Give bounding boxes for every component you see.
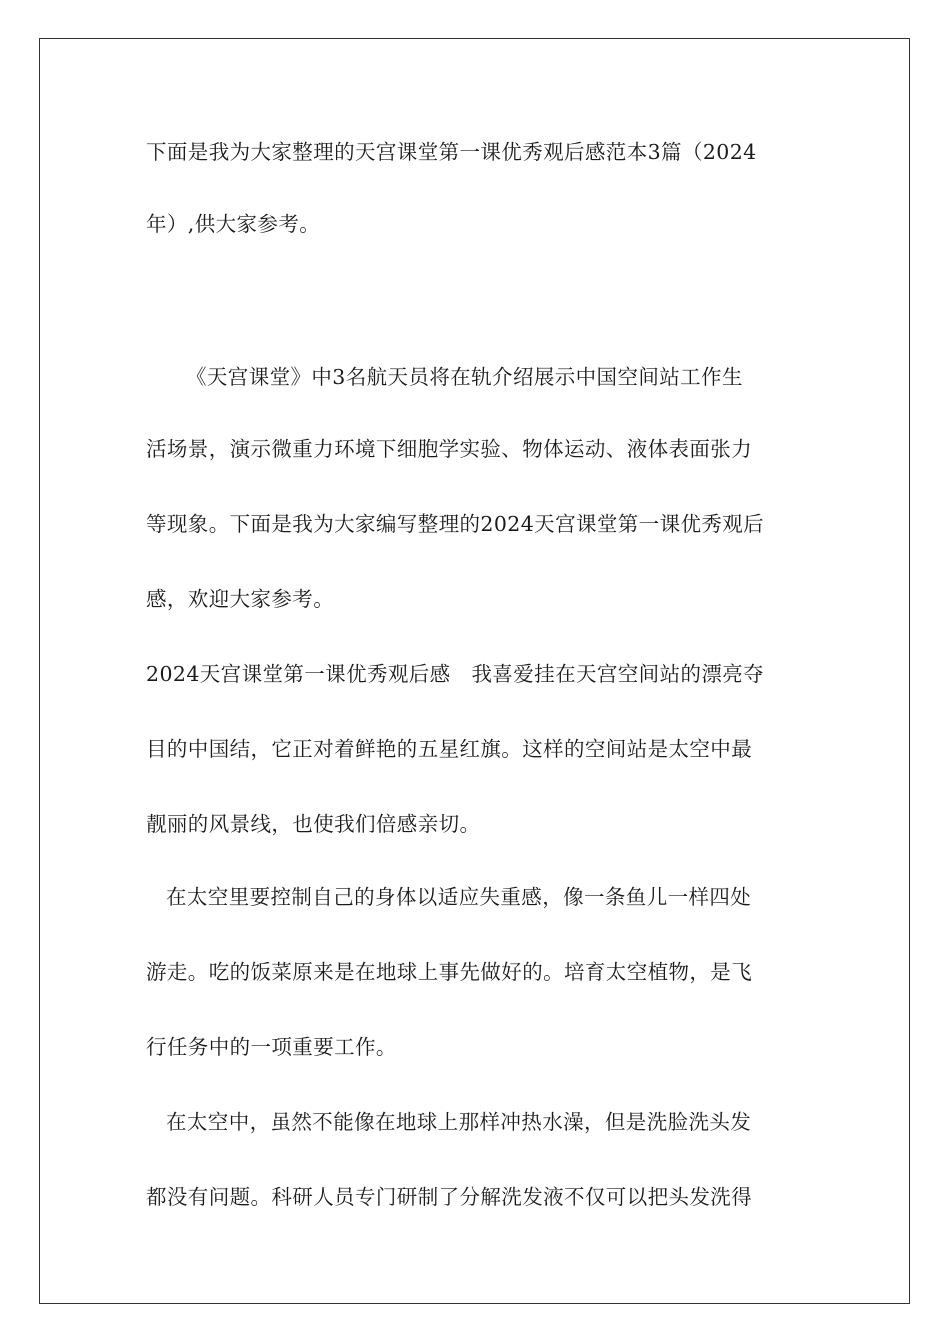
paragraph-3-line-3: 行任务中的一项重要工作。 xyxy=(146,1035,397,1059)
paragraph-4-line-1: 在太空中，虽然不能像在地球上那样冲热水澡，但是洗脸洗头发 xyxy=(166,1110,752,1134)
paragraph-2-line-3: 靓丽的风景线，也使我们倍感亲切。 xyxy=(146,812,481,836)
essay-title-line: 2024天宫课堂第一课优秀观后感 我喜爱挂在天宫空间站的漂亮夺 xyxy=(146,662,765,686)
paragraph-1-line-1: 《天宫课堂》中3名航天员将在轨介绍展示中国空间站工作生 xyxy=(186,365,743,389)
paragraph-1-line-2: 活场景，演示微重力环境下细胞学实验、物体运动、液体表面张力 xyxy=(146,437,753,461)
paragraph-3-line-2: 游走。吃的饭菜原来是在地球上事先做好的。培育太空植物，是飞 xyxy=(146,960,753,984)
paragraph-1-line-3: 等现象。下面是我为大家编写整理的2024天宫课堂第一课优秀观后 xyxy=(146,512,765,536)
paragraph-1-line-4: 感，欢迎大家参考。 xyxy=(146,587,335,611)
intro-line-2: 年）,供大家参考。 xyxy=(146,212,321,236)
intro-line-1: 下面是我为大家整理的天宫课堂第一课优秀观后感范本3篇（2024 xyxy=(146,140,757,164)
paragraph-4-line-2: 都没有问题。科研人员专门研制了分解洗发液不仅可以把头发洗得 xyxy=(146,1185,753,1209)
paragraph-3-line-1: 在太空里要控制自己的身体以适应失重感，像一条鱼儿一样四处 xyxy=(166,885,752,909)
paragraph-2-line-2: 目的中国结，它正对着鲜艳的五星红旗。这样的空间站是太空中最 xyxy=(146,737,753,761)
